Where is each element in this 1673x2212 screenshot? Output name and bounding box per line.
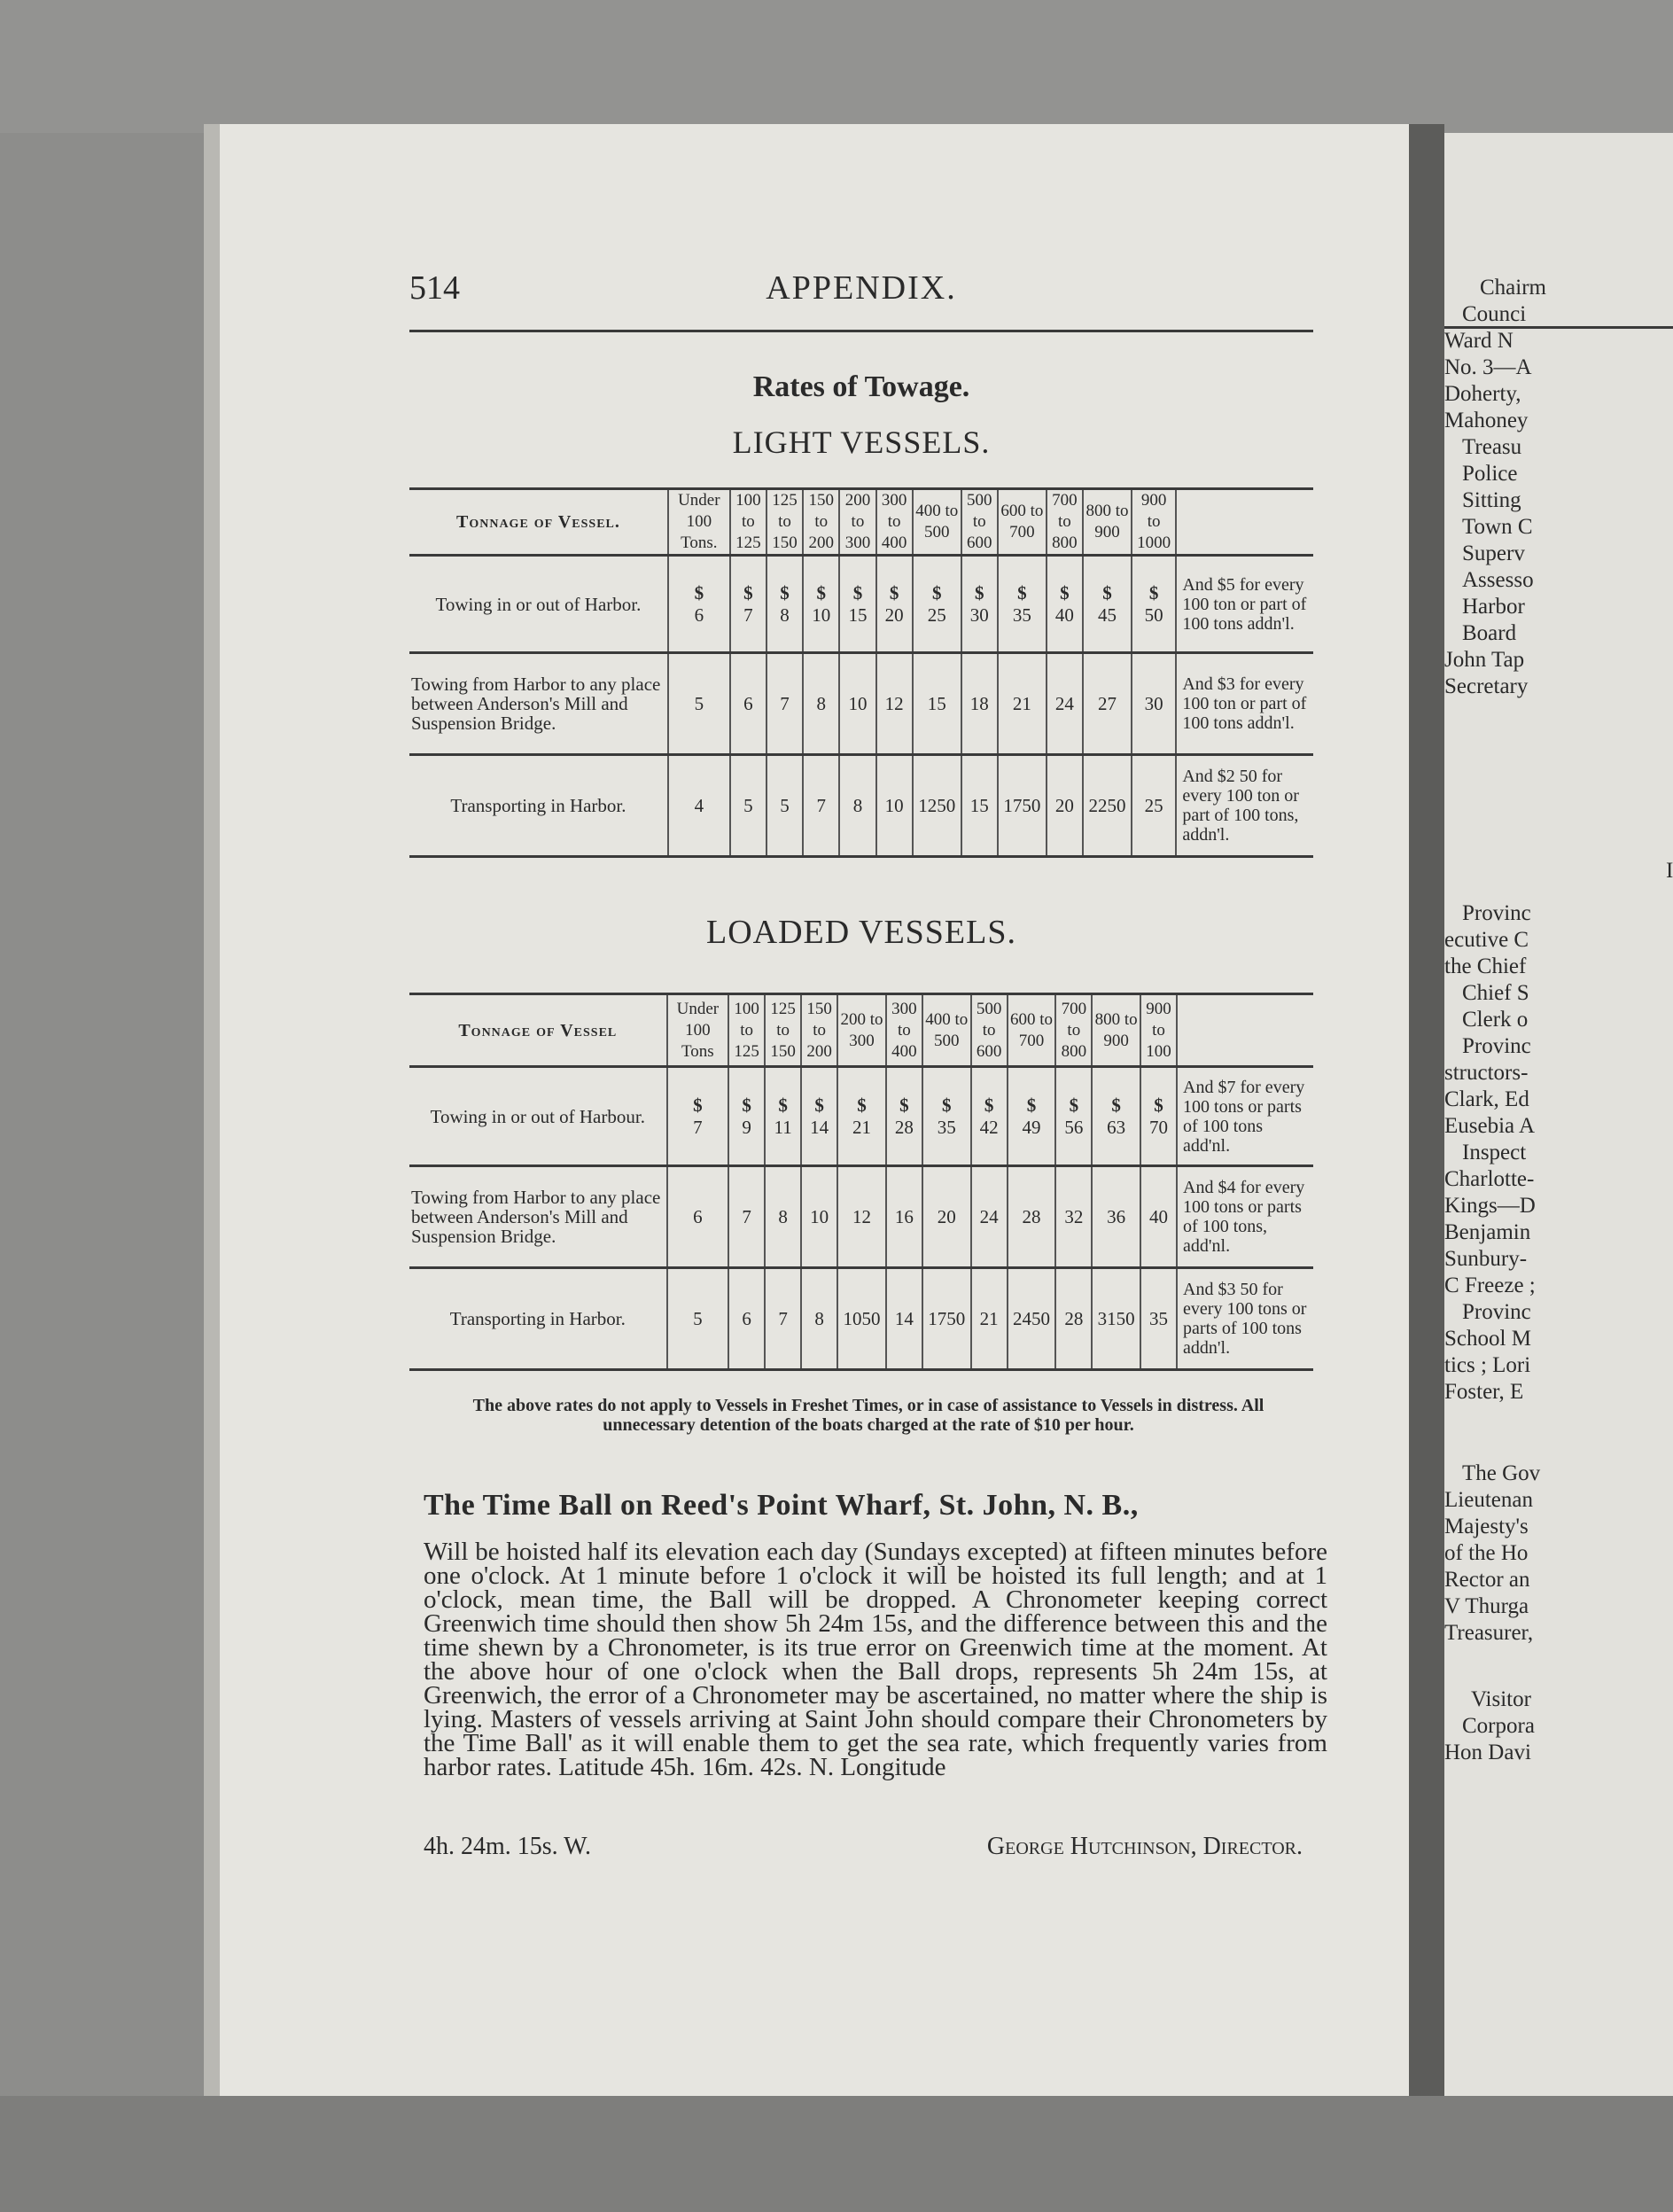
- rate-cell: 24: [971, 1166, 1008, 1268]
- table-row: [409, 755, 1313, 857]
- column-header: 900 to 1000: [1132, 489, 1176, 556]
- rate-cell: 35: [1140, 1268, 1177, 1370]
- right-page-text-line: John Tap: [1444, 648, 1525, 672]
- rate-cell: 8: [801, 1268, 837, 1370]
- rate-cell: 25: [1132, 755, 1176, 857]
- column-header: 700 to 800: [1055, 994, 1092, 1067]
- column-header: 500 to 600: [971, 994, 1008, 1067]
- column-header: Under 100 Tons.: [668, 489, 730, 556]
- right-page-text-line: Town C: [1462, 515, 1533, 539]
- rate-cell: 7: [728, 1166, 765, 1268]
- column-header: 400 to 500: [913, 489, 961, 556]
- rate-cell: 2450: [1008, 1268, 1056, 1370]
- right-page-text-line: Sunbury-: [1444, 1247, 1528, 1271]
- dollar-sign: $: [857, 1094, 867, 1116]
- rate-cell: $ 42: [971, 1067, 1008, 1166]
- dollar-sign: $: [852, 581, 863, 604]
- right-page-text-line: of the Ho: [1444, 1541, 1529, 1565]
- rate-cell: $ 15: [839, 556, 875, 653]
- right-page-text-line: Clark, Ed: [1444, 1087, 1529, 1111]
- loaded-vessels-title: LOADED VESSELS.: [706, 914, 1016, 951]
- right-page-text-line: Harbor: [1462, 595, 1525, 619]
- dollar-sign: $: [984, 1094, 994, 1116]
- dollar-sign: $: [694, 581, 704, 604]
- rate-cell: 15: [961, 755, 998, 857]
- note-header: [1177, 994, 1313, 1067]
- rate-cell: 28: [1055, 1268, 1092, 1370]
- rate-cell: 7: [765, 1268, 801, 1370]
- rate-cell: $ 28: [886, 1067, 922, 1166]
- rate-cell: 5: [766, 755, 803, 857]
- column-header: 400 to 500: [922, 994, 971, 1067]
- rate-cell: 40: [1140, 1166, 1177, 1268]
- rate-cell: $ 6: [668, 556, 730, 653]
- right-page-text-line: Provinc: [1462, 901, 1531, 925]
- rate-cell: 2250: [1083, 755, 1132, 857]
- rate-cell: 21: [998, 653, 1047, 755]
- right-page-text-line: Ward N: [1444, 329, 1513, 353]
- rate-cell: 5: [667, 1268, 729, 1370]
- rate-cell: $ 35: [998, 556, 1047, 653]
- rate-cell: $ 30: [961, 556, 998, 653]
- right-page-text-line: No. 3—A: [1444, 355, 1532, 379]
- dollar-sign: $: [816, 581, 826, 604]
- additional-rate-note: And $5 for every 100 ton or part of 100 tons addn'l.: [1182, 574, 1307, 634]
- rate-cell: 6: [667, 1166, 729, 1268]
- rate-cell: $ 63: [1092, 1067, 1140, 1166]
- dollar-sign: $: [778, 1094, 788, 1116]
- right-page-text-line: Inspect: [1462, 1141, 1527, 1164]
- right-page-text-line: Provinc: [1462, 1300, 1531, 1324]
- book-gutter: [1409, 124, 1444, 2096]
- rate-cell: $ 21: [837, 1067, 886, 1166]
- table-header-row: [409, 489, 1313, 556]
- rate-cell: $ 70: [1140, 1067, 1177, 1166]
- right-page-text-line: Board: [1462, 621, 1517, 645]
- right-page-text-line: Chairm: [1480, 276, 1546, 300]
- rate-cell: 16: [886, 1166, 922, 1268]
- rate-cell: $ 11: [765, 1067, 801, 1166]
- light-vessels-table: [409, 487, 1313, 858]
- dollar-sign: $: [1060, 581, 1070, 604]
- dollar-sign: $: [814, 1094, 824, 1116]
- rate-cell: 12: [876, 653, 913, 755]
- rate-cell: 8: [803, 653, 839, 755]
- right-page-text-line: Superv: [1462, 541, 1525, 565]
- right-page-text-line: Assesso: [1462, 568, 1534, 592]
- dollar-sign: $: [1102, 581, 1112, 604]
- column-header: 200 to 300: [839, 489, 875, 556]
- rate-cell: 1750: [922, 1268, 971, 1370]
- light-vessels-title: LIGHT VESSELS.: [732, 424, 991, 460]
- right-page-text-line: Secretary: [1444, 674, 1529, 698]
- rate-cell: $ 56: [1055, 1067, 1092, 1166]
- rate-cell: $ 40: [1047, 556, 1083, 653]
- rate-cell: 30: [1132, 653, 1176, 755]
- rate-cell: 4: [668, 755, 730, 857]
- column-header: 200 to 300: [837, 994, 886, 1067]
- right-page-text-line: structors-: [1444, 1061, 1529, 1085]
- rate-cell: 32: [1055, 1166, 1092, 1268]
- right-page-text-line: Kings—D: [1444, 1194, 1536, 1218]
- dollar-sign: $: [780, 581, 790, 604]
- rate-cell: 10: [801, 1166, 837, 1268]
- table-row: [409, 1166, 1313, 1268]
- additional-rate-note: And $4 for every 100 tons or parts of 100 tons, add'nl.: [1183, 1178, 1305, 1256]
- scan-background-bottom: [0, 2096, 1673, 2212]
- column-header: 600 to 700: [998, 489, 1047, 556]
- right-page-text-line: Mahoney: [1444, 409, 1529, 432]
- rate-cell: 20: [1047, 755, 1083, 857]
- right-page-text-line: Doherty,: [1444, 382, 1521, 406]
- dollar-sign: $: [1111, 1094, 1121, 1116]
- right-page-text-line: ecutive C: [1444, 928, 1529, 952]
- column-header: 300 to 400: [886, 994, 922, 1067]
- rate-cell: 8: [765, 1166, 801, 1268]
- dollar-sign: $: [931, 581, 942, 604]
- table-row: [409, 1268, 1313, 1370]
- right-page-text-line: Counci: [1462, 302, 1527, 326]
- rate-cell: 14: [886, 1268, 922, 1370]
- page-header: [409, 261, 1313, 315]
- row-label: Towing from Harbor to any place between Anderson's Mill and Suspension Bridge.: [409, 1166, 667, 1268]
- row-label: Transporting in Harbor.: [409, 1268, 667, 1370]
- table-row: [409, 653, 1313, 755]
- rate-cell: $ 8: [766, 556, 803, 653]
- rate-cell: 28: [1008, 1166, 1056, 1268]
- column-header: 125 to 150: [765, 994, 801, 1067]
- rate-cell: $ 50: [1132, 556, 1176, 653]
- rate-cell: 6: [728, 1268, 765, 1370]
- right-page-text-line: Eusebia A: [1444, 1114, 1536, 1138]
- row-label: Towing in or out of Harbor.: [409, 556, 668, 653]
- rate-cell: 24: [1047, 653, 1083, 755]
- rate-cell: 7: [803, 755, 839, 857]
- header-rule: [409, 330, 1313, 332]
- column-header: 900 to 100: [1140, 994, 1177, 1067]
- right-page-text-line: Rector an: [1444, 1568, 1530, 1592]
- dollar-sign: $: [1017, 581, 1027, 604]
- rate-cell: 10: [839, 653, 875, 755]
- table-header-row: [409, 994, 1313, 1067]
- dollar-sign: $: [742, 1094, 751, 1116]
- row-label: Towing from Harbor to any place between Anderson's Mill and Suspension Bridge.: [409, 653, 668, 755]
- longitude-text: 4h. 24m. 15s. W.: [424, 1833, 592, 1860]
- rate-cell: 12: [837, 1166, 886, 1268]
- note-header: [1176, 489, 1313, 556]
- column-header: 600 to 700: [1008, 994, 1056, 1067]
- column-header: 800 to 900: [1083, 489, 1132, 556]
- right-page-text-line: Visitor: [1471, 1687, 1531, 1711]
- right-page-text-line: Police: [1462, 462, 1518, 486]
- scan-background-top: [0, 0, 1673, 133]
- column-header: 150 to 200: [803, 489, 839, 556]
- rate-cell: 1050: [837, 1268, 886, 1370]
- right-page-text-line: Majesty's: [1444, 1515, 1529, 1538]
- rate-cell: $ 14: [801, 1067, 837, 1166]
- rate-cell: 1750: [998, 755, 1047, 857]
- rates-footnote: The above rates do not apply to Vessels in Freshet Times, or in case of assistance to Vessels in distress. All unnecessary detention of the boats charged at the rate of $10 per hour.: [472, 1396, 1264, 1435]
- column-header: 800 to 900: [1092, 994, 1140, 1067]
- right-page-text-line: The Gov: [1462, 1461, 1541, 1485]
- right-page-text-line: School M: [1444, 1327, 1531, 1351]
- row-label: Transporting in Harbor.: [409, 755, 668, 857]
- rate-cell: 10: [876, 755, 913, 857]
- rate-cell: 3150: [1092, 1268, 1140, 1370]
- dollar-sign: $: [1069, 1094, 1079, 1116]
- dollar-sign: $: [889, 581, 899, 604]
- right-page-text-line: Treasurer,: [1444, 1621, 1534, 1645]
- table-row: [409, 1067, 1313, 1166]
- timeball-heading: The Time Ball on Reed's Point Wharf, St. John, N. B.,: [424, 1489, 1139, 1522]
- rate-cell: 5: [668, 653, 730, 755]
- rate-cell: 8: [839, 755, 875, 857]
- right-page-text-line: Corpora: [1462, 1714, 1535, 1738]
- dollar-sign: $: [1154, 1094, 1163, 1116]
- timeball-paragraph: Will be hoisted half its elevation each day (Sundays excepted) at fifteen minutes before one o'clock. At 1 minute before 1 o'clock it will be hoisted its full length; and at 1 o'clock, mean time, the Ball will be dropped. A Chronometer keeping correct Greenwich time should then show 5h 24m 15s, and the difference between this and the time shewn by a Chronometer, is its true error on Greenwich time at the moment. At the above hour of one o'clock when the Ball drops, represents 5h 24m 15s, at Greenwich, the error of a Chronometer may be ascertained, no matter where the ship is lying. Masters of vessels arriving at Saint John should compare their Chronometers by the Time Ball' as it will enable them to get the sea rate, which frequently varies from harbor rates. Latitude 45h. 16m. 42s. N. Longitude: [424, 1538, 1327, 1781]
- dollar-sign: $: [743, 581, 753, 604]
- rate-cell: $ 7: [667, 1067, 729, 1166]
- rate-cell: 36: [1092, 1166, 1140, 1268]
- right-page-text-line: Treasu: [1462, 435, 1522, 459]
- right-page: [1444, 133, 1673, 2096]
- rate-cell: 1250: [913, 755, 961, 857]
- rate-cell: 20: [922, 1166, 971, 1268]
- right-page-text-line: Clerk o: [1462, 1008, 1529, 1032]
- dollar-sign: $: [693, 1094, 703, 1116]
- right-page-text-line: I: [1666, 859, 1673, 883]
- right-page-text-line: Provinc: [1462, 1034, 1531, 1058]
- right-page-text-line: Benjamin: [1444, 1220, 1531, 1244]
- page-number: 514: [409, 269, 460, 307]
- column-header: 700 to 800: [1047, 489, 1083, 556]
- rate-cell: 18: [961, 653, 998, 755]
- right-page-text-line: V Thurga: [1444, 1594, 1529, 1618]
- rate-cell: 6: [730, 653, 766, 755]
- table-row: [409, 556, 1313, 653]
- right-page-text-line: Hon Davi: [1444, 1741, 1531, 1764]
- rate-cell: $ 49: [1008, 1067, 1056, 1166]
- dollar-sign: $: [975, 581, 984, 604]
- rate-cell: 15: [913, 653, 961, 755]
- dollar-sign: $: [899, 1094, 909, 1116]
- right-page-text-line: Charlotte-: [1444, 1167, 1535, 1191]
- rate-cell: $ 7: [730, 556, 766, 653]
- dollar-sign: $: [941, 1094, 952, 1116]
- rate-cell: 27: [1083, 653, 1132, 755]
- additional-rate-note: And $2 50 for every 100 ton or part of 100 tons, addn'l.: [1182, 767, 1299, 845]
- right-page-text-line: Foster, E: [1444, 1380, 1524, 1404]
- column-header: Under 100 Tons: [667, 994, 729, 1067]
- additional-rate-note: And $7 for every 100 tons or parts of 100 tons add'nl.: [1183, 1077, 1305, 1156]
- rate-cell: $ 45: [1083, 556, 1132, 653]
- dollar-sign: $: [1026, 1094, 1037, 1116]
- additional-rate-note: And $3 50 for every 100 tons or parts of 100 tons addn'l.: [1183, 1280, 1307, 1358]
- rate-cell: 21: [971, 1268, 1008, 1370]
- rate-cell: 7: [766, 653, 803, 755]
- column-header: 125 to 150: [766, 489, 803, 556]
- loaded-vessels-table: [409, 993, 1313, 1371]
- rates-title: Rates of Towage.: [752, 370, 970, 403]
- column-header: 500 to 600: [961, 489, 998, 556]
- right-page-text-line: Sitting: [1462, 488, 1521, 512]
- row-label: Towing in or out of Harbour.: [409, 1067, 667, 1166]
- column-header: 100 to 125: [730, 489, 766, 556]
- column-header: 300 to 400: [876, 489, 913, 556]
- rate-cell: $ 25: [913, 556, 961, 653]
- rate-cell: $ 20: [876, 556, 913, 653]
- right-page-text-line: tics ; Lori: [1444, 1353, 1531, 1377]
- tonnage-header: Tonnage of Vessel.: [409, 489, 668, 556]
- tonnage-header: Tonnage of Vessel: [409, 994, 667, 1067]
- right-page-text-line: C Freeze ;: [1444, 1273, 1536, 1297]
- rate-cell: $ 35: [922, 1067, 971, 1166]
- rate-cell: $ 10: [803, 556, 839, 653]
- rate-cell: $ 9: [728, 1067, 765, 1166]
- running-head: APPENDIX.: [766, 269, 957, 307]
- column-header: 100 to 125: [728, 994, 765, 1067]
- right-page-text-line: Lieutenan: [1444, 1488, 1533, 1512]
- additional-rate-note: And $3 for every 100 ton or part of 100 tons addn'l.: [1182, 674, 1307, 733]
- right-page-text-line: the Chief: [1444, 954, 1527, 978]
- column-header: 150 to 200: [801, 994, 837, 1067]
- director-signature: George Hutchinson, Director.: [986, 1833, 1303, 1860]
- rate-cell: 5: [730, 755, 766, 857]
- dollar-sign: $: [1148, 581, 1159, 604]
- right-page-text-line: Chief S: [1462, 981, 1529, 1005]
